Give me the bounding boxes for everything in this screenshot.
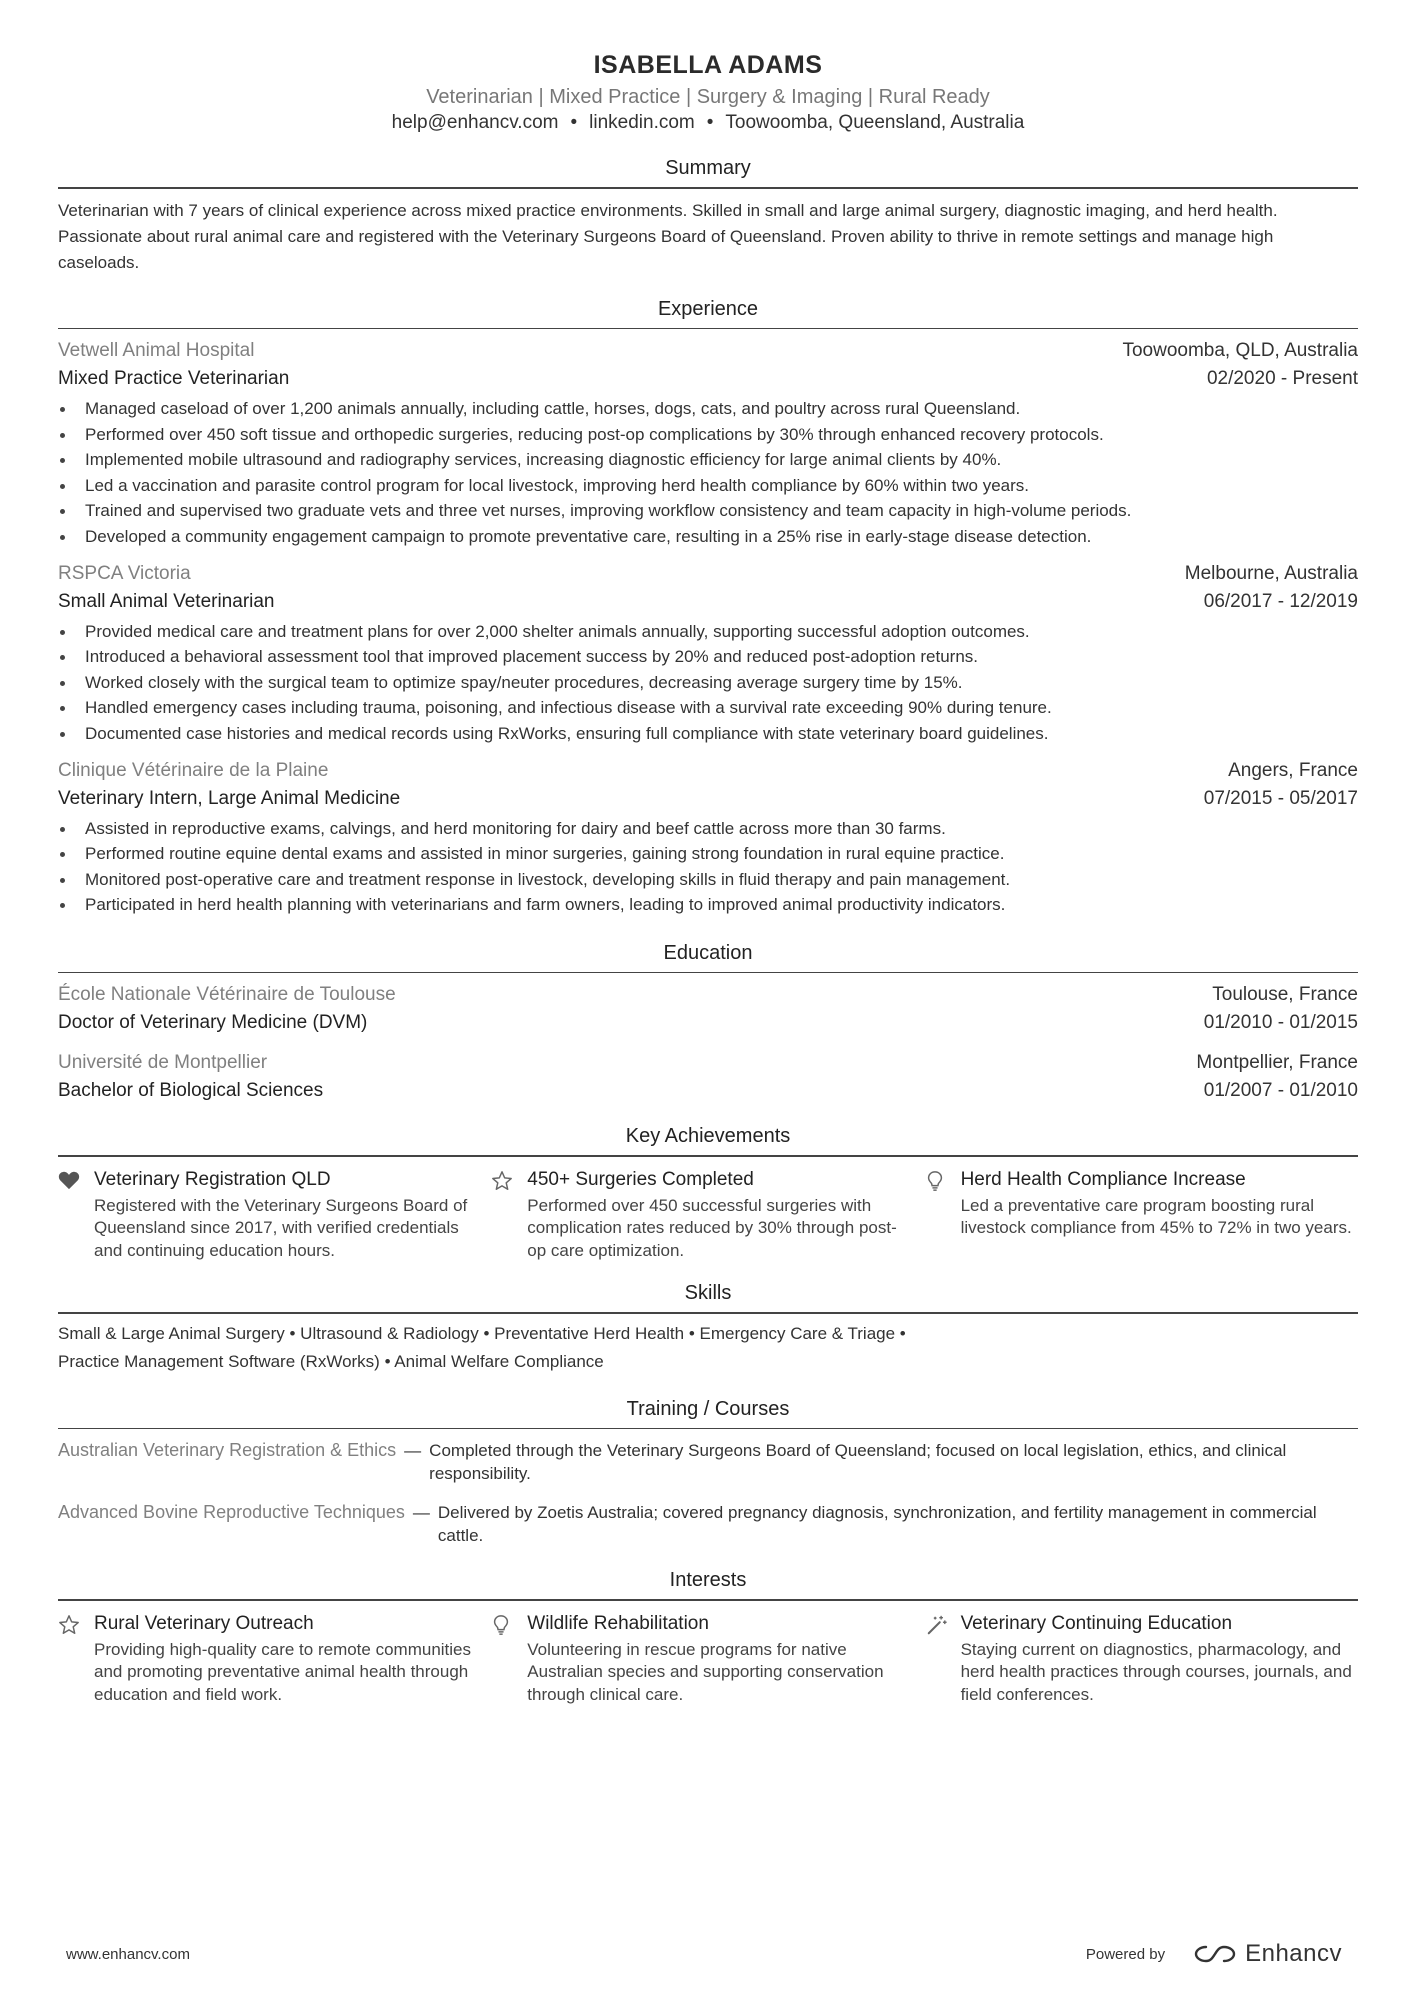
resume-page bbox=[58, 0, 1358, 1706]
education-dates: 01/2010 - 01/2015 bbox=[1203, 1012, 1358, 1034]
bullet-item: Developed a community engagement campaign to promote preventative care, resulting in a 25% rise in early-stage disease detection. bbox=[58, 524, 1358, 550]
bullet-item: Worked closely with the surgical team to optimize spay/neuter procedures, decreasing average surgery time by 15%. bbox=[58, 670, 1358, 696]
job-bullets bbox=[58, 816, 1358, 918]
interest-description: Staying current on diagnostics, pharmacology, and herd health practices through courses, journals, and field conferences. bbox=[960, 1639, 1352, 1704]
powered-by-label: Powered by bbox=[1085, 1945, 1166, 1963]
bullet-item: Managed caseload of over 1,200 animals annually, including cattle, horses, dogs, cats, and poultry across rural Queensland. bbox=[58, 396, 1358, 422]
school-location: Montpellier, France bbox=[1196, 1052, 1358, 1074]
resume-header bbox=[58, 0, 1358, 135]
school-name: Université de Montpellier bbox=[58, 1052, 268, 1074]
footer-website-link[interactable]: www.enhancv.com bbox=[66, 1945, 190, 1963]
job-dates: 02/2020 - Present bbox=[1206, 368, 1358, 389]
enhancv-logo-icon bbox=[1193, 1943, 1237, 1965]
job-location: Melbourne, Australia bbox=[1184, 562, 1358, 584]
interest-description: Providing high-quality care to remote communities and promoting preventative animal health through education and field work. bbox=[94, 1639, 472, 1704]
job-bullets bbox=[58, 396, 1358, 550]
section-title-education: Education bbox=[663, 941, 753, 964]
separator-dot: • bbox=[570, 112, 578, 133]
bullet-item: Introduced a behavioral assessment tool that improved placement success by 20% and reduced post-adoption returns. bbox=[58, 644, 1358, 670]
skills-line: Small & Large Animal Surgery • Ultrasound & Radiology • Preventative Herd Health • Emergency Care & Triage • bbox=[58, 1323, 906, 1343]
section-divider bbox=[58, 1599, 1358, 1601]
skills-list bbox=[58, 1320, 1358, 1376]
experience-entry bbox=[58, 560, 1358, 747]
lightbulb-icon bbox=[491, 1611, 527, 1707]
bullet-item: Assisted in reproductive exams, calvings, and herd monitoring for dairy and beef cattle across more than 30 farms. bbox=[58, 816, 1358, 842]
summary-text: Veterinarian with 7 years of clinical experience across mixed practice environments. Skilled in small and large animal surgery, diagnostic imaging, and herd health. Passionate about rural animal care and registered with the Veterinary Surgeons Board of Queensland. Proven ability to thrive in remote settings and manage high caseloads. bbox=[58, 200, 1278, 272]
bullet-item: Provided medical care and treatment plans for over 2,000 shelter animals annually, supporting successful adoption outcomes. bbox=[58, 619, 1358, 645]
bullet-item: Performed over 450 soft tissue and orthopedic surgeries, reducing post-op complications by 30% through enhanced recovery protocols. bbox=[58, 422, 1358, 448]
achievement-card bbox=[491, 1167, 924, 1263]
achievement-card bbox=[58, 1167, 491, 1263]
company-name: Vetwell Animal Hospital bbox=[58, 340, 255, 361]
interest-card bbox=[925, 1611, 1358, 1707]
achievements-list bbox=[58, 1167, 1358, 1263]
interest-card bbox=[58, 1611, 491, 1707]
bullet-item: Participated in herd health planning with veterinarians and farm owners, leading to improved animal productivity indicators. bbox=[58, 892, 1358, 918]
contact-linkedin[interactable]: linkedin.com bbox=[589, 112, 695, 133]
job-title: Veterinary Intern, Large Animal Medicine bbox=[58, 787, 401, 809]
course-name: Australian Veterinary Registration & Ethics bbox=[58, 1440, 397, 1461]
interest-title: Veterinary Continuing Education bbox=[960, 1612, 1233, 1634]
course-description: Delivered by Zoetis Australia; covered pregnancy diagnosis, synchronization, and fertility management in commercial cattle. bbox=[437, 1503, 1317, 1546]
heart-icon bbox=[58, 1167, 94, 1263]
interests-list bbox=[58, 1611, 1358, 1707]
bullet-item: Led a vaccination and parasite control program for local livestock, improving herd health compliance by 60% within two years. bbox=[58, 473, 1358, 499]
candidate-name: ISABELLA ADAMS bbox=[593, 51, 823, 79]
bullet-item: Trained and supervised two graduate vets and three vet nurses, improving workflow consistency and team capacity in high-volume periods. bbox=[58, 498, 1358, 524]
course-dash: — bbox=[404, 1441, 422, 1461]
course-dash: — bbox=[412, 1503, 430, 1523]
brand-name: Enhancv bbox=[1245, 1940, 1342, 1967]
section-title-training: Training / Courses bbox=[626, 1397, 790, 1420]
company-name: RSPCA Victoria bbox=[58, 562, 191, 584]
powered-by bbox=[1086, 1940, 1342, 1968]
education-entry bbox=[58, 981, 1358, 1037]
candidate-subtitle: Veterinarian | Mixed Practice | Surgery & Imaging | Rural Ready bbox=[426, 86, 990, 108]
job-title: Mixed Practice Veterinarian bbox=[58, 368, 290, 389]
section-divider bbox=[58, 1312, 1358, 1314]
bullet-item: Performed routine equine dental exams and assisted in minor surgeries, gaining strong foundation in rural equine practice. bbox=[58, 841, 1358, 867]
page-footer bbox=[66, 1940, 1342, 1968]
interest-card bbox=[491, 1611, 924, 1707]
job-location: Angers, France bbox=[1228, 759, 1358, 781]
achievement-description: Performed over 450 successful surgeries with complication rates reduced by 30% through post-op care optimization. bbox=[527, 1195, 897, 1260]
bullet-item: Handled emergency cases including trauma, poisoning, and infectious disease with a survival rate exceeding 90% during tenure. bbox=[58, 695, 1358, 721]
section-title-skills: Skills bbox=[684, 1282, 732, 1305]
bullet-item: Monitored post-operative care and treatment response in livestock, developing skills in fluid therapy and pain management. bbox=[58, 867, 1358, 893]
star-icon bbox=[58, 1611, 94, 1707]
job-location: Toowoomba, QLD, Australia bbox=[1122, 340, 1358, 361]
achievement-description: Registered with the Veterinary Surgeons Board of Queensland since 2017, with verified credentials and continuing education hours. bbox=[94, 1195, 468, 1260]
job-bullets bbox=[58, 619, 1358, 747]
degree-title: Doctor of Veterinary Medicine (DVM) bbox=[58, 1012, 368, 1034]
school-name: École Nationale Vétérinaire de Toulouse bbox=[58, 984, 396, 1006]
interest-description: Volunteering in rescue programs for native Australian species and supporting conservation through clinical care. bbox=[527, 1639, 884, 1704]
skills-line: Practice Management Software (RxWorks) • Animal Welfare Compliance bbox=[58, 1351, 604, 1371]
job-dates: 06/2017 - 12/2019 bbox=[1203, 590, 1358, 612]
company-name: Clinique Vétérinaire de la Plaine bbox=[58, 759, 329, 781]
school-location: Toulouse, France bbox=[1212, 984, 1358, 1006]
bullet-item: Documented case histories and medical records using RxWorks, ensuring full compliance with state veterinary board guidelines. bbox=[58, 721, 1358, 747]
separator-dot: • bbox=[706, 112, 714, 133]
section-title-experience: Experience bbox=[657, 297, 759, 320]
contact-location: Toowoomba, Queensland, Australia bbox=[725, 112, 1025, 133]
section-divider bbox=[58, 328, 1358, 330]
achievement-title: 450+ Surgeries Completed bbox=[527, 1168, 754, 1190]
section-divider bbox=[58, 972, 1358, 974]
section-divider bbox=[58, 187, 1358, 189]
contact-line bbox=[58, 111, 1358, 135]
achievement-description: Led a preventative care program boosting rural livestock compliance from 45% to 72% in two years. bbox=[960, 1195, 1352, 1238]
course-entry bbox=[58, 1501, 1358, 1547]
lightbulb-icon bbox=[925, 1167, 961, 1263]
job-title: Small Animal Veterinarian bbox=[58, 590, 275, 612]
experience-entry bbox=[58, 757, 1358, 918]
education-dates: 01/2007 - 01/2010 bbox=[1203, 1080, 1358, 1102]
course-entry bbox=[58, 1439, 1358, 1485]
achievement-title: Herd Health Compliance Increase bbox=[960, 1168, 1246, 1190]
degree-title: Bachelor of Biological Sciences bbox=[58, 1080, 324, 1102]
achievement-card bbox=[925, 1167, 1358, 1263]
course-name: Advanced Bovine Reproductive Techniques bbox=[58, 1502, 405, 1523]
achievement-title: Veterinary Registration QLD bbox=[94, 1168, 331, 1190]
experience-entry bbox=[58, 337, 1358, 550]
section-title-interests: Interests bbox=[669, 1569, 747, 1592]
contact-email[interactable]: help@enhancv.com bbox=[391, 112, 559, 133]
magic-wand-icon bbox=[925, 1611, 961, 1707]
bullet-item: Implemented mobile ultrasound and radiography services, increasing diagnostic efficiency for large animal clients by 40%. bbox=[58, 447, 1358, 473]
star-icon bbox=[491, 1167, 527, 1263]
job-dates: 07/2015 - 05/2017 bbox=[1203, 787, 1358, 809]
course-description: Completed through the Veterinary Surgeons Board of Queensland; focused on local legislation, ethics, and clinical responsibility. bbox=[429, 1441, 1287, 1484]
enhancv-logo[interactable] bbox=[1193, 1940, 1342, 1968]
interest-title: Wildlife Rehabilitation bbox=[527, 1612, 709, 1634]
interest-title: Rural Veterinary Outreach bbox=[94, 1612, 314, 1634]
section-divider bbox=[58, 1155, 1358, 1157]
section-title-achievements: Key Achievements bbox=[625, 1125, 791, 1148]
section-divider bbox=[58, 1428, 1358, 1430]
education-entry bbox=[58, 1049, 1358, 1105]
section-title-summary: Summary bbox=[665, 157, 751, 179]
